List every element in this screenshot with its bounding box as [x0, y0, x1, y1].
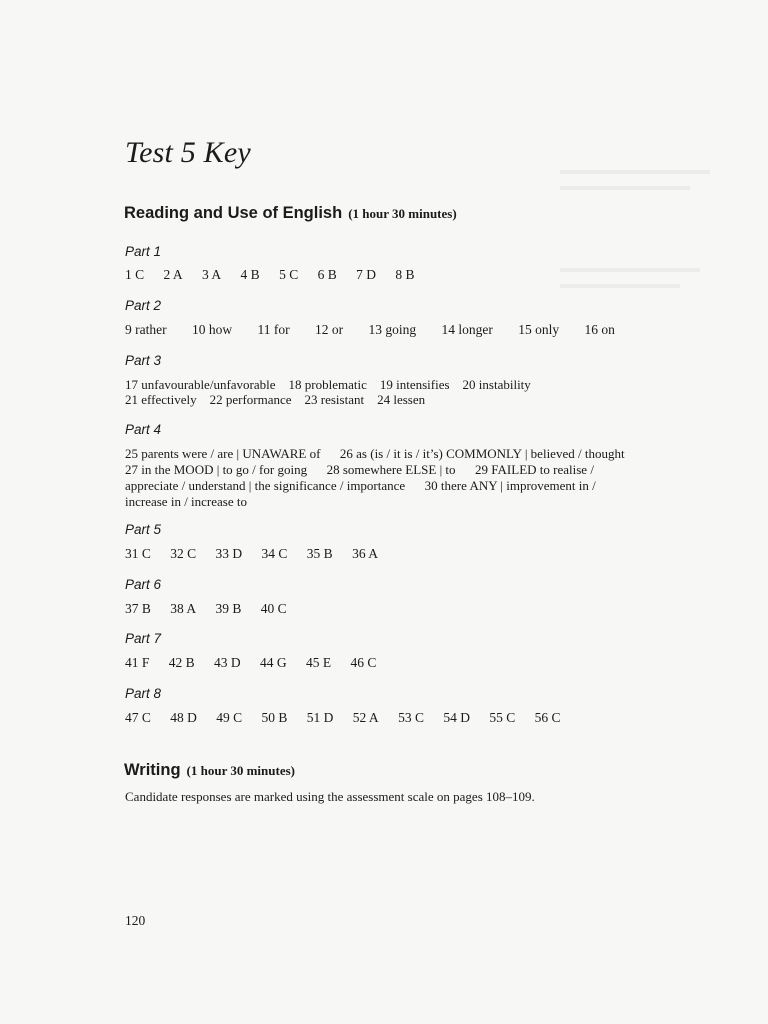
show-through-mark: [560, 186, 690, 190]
show-through-mark: [560, 284, 680, 288]
answer-item: 48 D: [170, 710, 197, 725]
part-1-answers: [125, 267, 430, 283]
part-1-label: Part 1: [125, 244, 162, 259]
answer-item: 40 C: [260, 601, 287, 616]
part-8-answers: [125, 710, 576, 726]
answer-item: 53 C: [398, 710, 424, 725]
part-4-answers: 25 parents were / are | UNAWARE of 26 as (is / it is / it’s) COMMONLY | believed / thought 27 in the MOOD | to go / for going 28 somewhere ELSE | to 29 FAILED to realise / appreciate / understand | the significance / importance 30 there ANY | improvement in / increase in / increase to: [125, 446, 645, 509]
show-through-mark: [560, 170, 710, 174]
answer-item: 13 going: [368, 322, 417, 337]
part-3-label: Part 3: [125, 353, 162, 368]
answer-item: 54 D: [443, 710, 470, 725]
part-8-label: Part 8: [125, 686, 162, 701]
writing-note: Candidate responses are marked using the assessment scale on pages 108–109.: [125, 789, 535, 804]
answer-item: 52 A: [352, 710, 379, 725]
reading-section-heading: [124, 198, 457, 225]
page-number: 120: [125, 913, 146, 928]
answer-item: 46 C: [350, 655, 377, 670]
answer-item: 2 A: [163, 267, 183, 282]
answer-item: 32 C: [170, 546, 197, 561]
answer-item: 31 C: [125, 546, 151, 561]
answer-item: 47 C: [125, 710, 151, 725]
part-5-answers: [125, 546, 394, 562]
answer-item: 41 F: [125, 655, 150, 670]
part-2-answers: [125, 322, 637, 338]
page-title: Test 5 Key: [125, 136, 251, 169]
answer-item: 37 B: [125, 601, 151, 616]
part-3-answers-line-2: 21 effectively 22 performance 23 resistant 24 lessen: [125, 392, 426, 407]
answer-item: 35 B: [306, 546, 333, 561]
part-2-label: Part 2: [125, 298, 162, 313]
answer-item: 55 C: [489, 710, 516, 725]
answer-item: 5 C: [279, 267, 299, 282]
answer-item: 43 D: [214, 655, 241, 670]
answer-item: 8 B: [395, 267, 415, 282]
answer-item: 36 A: [352, 546, 378, 561]
answer-item: 1 C: [125, 267, 145, 282]
answer-item: 51 D: [306, 710, 334, 725]
part-6-label: Part 6: [125, 577, 162, 592]
answer-item: 7 D: [356, 267, 376, 282]
answer-item: 14 longer: [441, 322, 493, 337]
writing-section-heading: [124, 755, 295, 782]
answer-item: 4 B: [240, 267, 260, 282]
answer-item: 45 E: [306, 655, 332, 670]
answer-item: 12 or: [314, 322, 344, 337]
writing-duration: (1 hour 30 minutes): [186, 763, 295, 778]
answer-item: 44 G: [260, 655, 287, 670]
reading-heading-label: Reading and Use of English: [124, 204, 343, 222]
part-4-label: Part 4: [125, 422, 162, 437]
answer-item: 56 C: [534, 710, 561, 725]
part-6-answers: [125, 601, 303, 617]
reading-duration: (1 hour 30 minutes): [348, 206, 457, 221]
answer-item: 42 B: [168, 655, 195, 670]
answer-item: 9 rather: [125, 322, 167, 337]
answer-item: 38 A: [170, 601, 197, 616]
answer-item: 34 C: [261, 546, 288, 561]
answer-item: 39 B: [215, 601, 242, 616]
answer-item: 16 on: [584, 322, 615, 337]
show-through-mark: [560, 268, 700, 272]
answer-item: 50 B: [261, 710, 288, 725]
writing-heading-label: Writing: [124, 761, 181, 779]
answer-item: 11 for: [257, 322, 290, 337]
answer-item: 6 B: [317, 267, 337, 282]
part-7-label: Part 7: [125, 631, 162, 646]
answer-item: 33 D: [215, 546, 243, 561]
answer-item: 3 A: [202, 267, 222, 282]
part-3-answers-line-1: 17 unfavourable/unfavorable 18 problematic 19 intensifies 20 instability: [125, 377, 531, 392]
answer-item: 49 C: [216, 710, 243, 725]
part-5-label: Part 5: [125, 522, 162, 537]
part-7-answers: [125, 655, 392, 671]
answer-item: 15 only: [518, 322, 560, 337]
answer-item: 10 how: [191, 322, 233, 337]
